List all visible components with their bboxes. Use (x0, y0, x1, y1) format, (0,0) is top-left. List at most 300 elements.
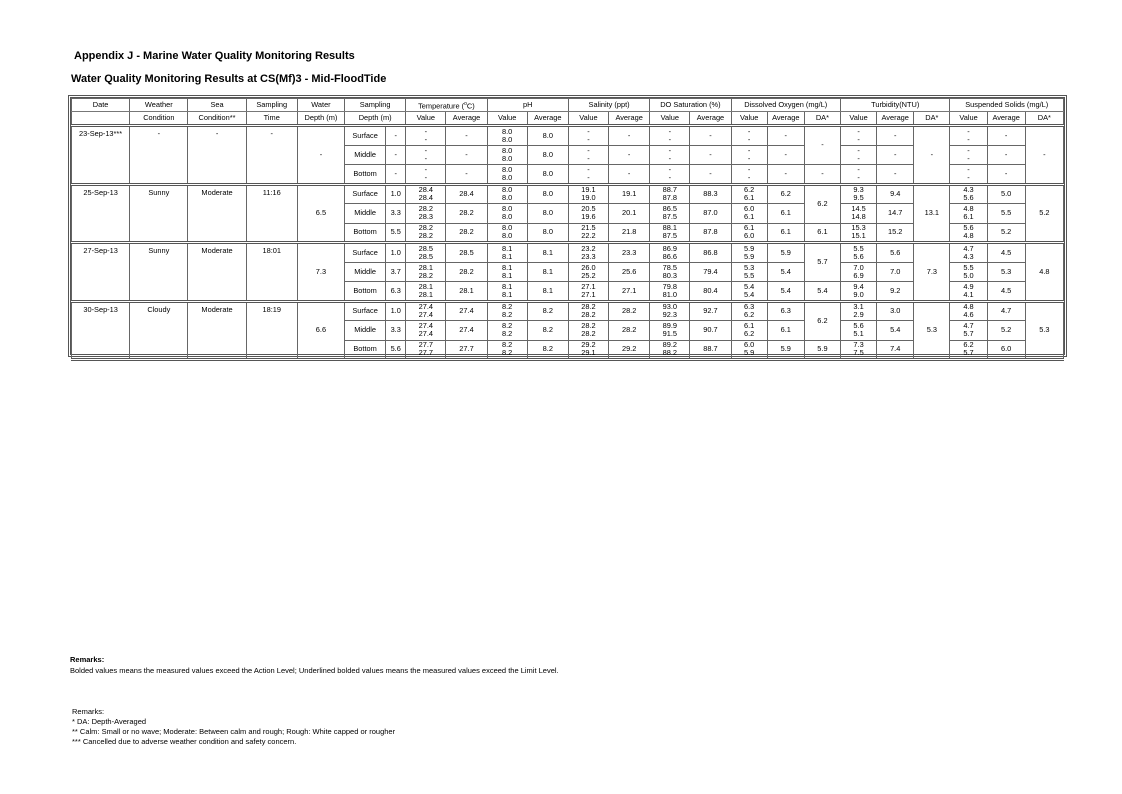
reading-value: 86.9 (662, 243, 677, 253)
ph-values (487, 145, 527, 165)
salinity-average: 25.6 (609, 262, 650, 282)
reading-value: 4.1 (963, 289, 974, 299)
sea-condition-cell: Moderate (188, 184, 246, 243)
dissolved-oxygen-da: 5.7 (804, 243, 840, 282)
reading-value: 14.5 (851, 204, 866, 214)
weather-cell: Sunny (130, 184, 188, 243)
sampling-depth-cell: 3.3 (386, 321, 406, 341)
ph-values (487, 223, 527, 243)
reading-value: 28.5 (418, 243, 434, 253)
reading-value: 86.6 (662, 251, 677, 261)
header-do-saturation: DO Saturation (%) (650, 99, 731, 112)
weather-cell: Sunny (130, 243, 188, 302)
ph-average: 8.1 (527, 262, 568, 282)
suspended-solids-average: - (987, 145, 1025, 165)
header-ph: pH (487, 99, 568, 112)
do-saturation-values (650, 262, 690, 282)
reading-value: 4.8 (963, 204, 974, 214)
reading-value: 29.1 (581, 348, 596, 358)
date-cell: 27-Sep-13 (72, 243, 130, 302)
weather-cell: Cloudy (130, 301, 188, 360)
header-average: Average (527, 112, 568, 126)
remark-line: ** Calm: Small or no wave; Moderate: Between calm and rough; Rough: White capped or rougher (72, 727, 396, 736)
reading-value: 88.2 (662, 348, 677, 358)
reading-value: 79.8 (662, 281, 677, 291)
sampling-depth-cell: 3.7 (386, 262, 406, 282)
salinity-average: 28.2 (609, 321, 650, 341)
salinity-average: 20.1 (609, 204, 650, 224)
reading-value: 27.4 (418, 321, 434, 331)
reading-value: 88.7 (662, 185, 677, 195)
ph-average: 8.0 (527, 204, 568, 224)
reading-value: 8.0 (502, 231, 513, 241)
reading-value: 5.6 (853, 321, 864, 331)
reading-value: - (668, 134, 672, 144)
reading-value: 28.2 (581, 321, 596, 331)
reading-value: - (967, 153, 970, 163)
suspended-solids-values (950, 165, 987, 185)
header-suspended-solids: Suspended Solids (mg/L) (950, 99, 1064, 112)
reading-value: 5.0 (963, 270, 974, 280)
reading-value: 87.8 (662, 193, 677, 203)
reading-value: 5.4 (743, 281, 755, 291)
temperature-average: 27.4 (446, 321, 487, 341)
temperature-average: - (446, 126, 487, 146)
turbidity-average: 9.4 (877, 184, 914, 204)
temperature-average: 28.2 (446, 262, 487, 282)
reading-value: 9.3 (853, 185, 864, 195)
ph-values (487, 340, 527, 360)
salinity-values (568, 321, 608, 341)
header-date: Date (72, 99, 130, 112)
salinity-average: 19.1 (609, 184, 650, 204)
reading-value: 8.0 (502, 204, 513, 214)
header-temperature: Temperature ($^o$C) (406, 99, 487, 112)
header-da: DA* (804, 112, 840, 126)
reading-value: 9.4 (853, 281, 864, 291)
do-saturation-values (650, 184, 690, 204)
dissolved-oxygen-average: 6.1 (767, 204, 804, 224)
suspended-solids-average: 5.2 (987, 321, 1025, 341)
dissolved-oxygen-values (731, 243, 767, 263)
sampling-level-cell: Middle (345, 321, 386, 341)
water-depth-cell: - (297, 126, 344, 185)
remarks-heading: Remarks: (72, 707, 105, 716)
reading-value: 6.1 (963, 212, 974, 222)
salinity-average: - (609, 165, 650, 185)
sampling-depth-cell: 1.0 (386, 301, 406, 321)
dissolved-oxygen-average: 6.3 (767, 301, 804, 321)
results-table-frame (68, 95, 1067, 357)
do-saturation-values (650, 126, 690, 146)
header-weather-sub: Condition (130, 112, 188, 126)
turbidity-average: 5.4 (877, 321, 914, 341)
header-salinity: Salinity (ppt) (568, 99, 649, 112)
reading-value: 87.5 (662, 212, 677, 222)
salinity-average: 28.2 (609, 301, 650, 321)
do-saturation-average: 90.7 (690, 321, 731, 341)
reading-value: 8.1 (502, 270, 513, 280)
reading-value: 87.5 (662, 231, 677, 241)
ph-values (487, 243, 527, 263)
reading-value: 6.1 (743, 223, 755, 233)
reading-value: - (587, 164, 590, 174)
reading-value: 4.8 (963, 302, 974, 312)
sampling-level-cell: Bottom (345, 282, 386, 302)
sampling-level-cell: Middle (345, 204, 386, 224)
suspended-solids-average: 6.0 (987, 340, 1025, 360)
reading-value: 5.3 (743, 262, 755, 272)
ph-values (487, 321, 527, 341)
remarks-action-level (70, 655, 559, 676)
reading-value: 8.2 (502, 321, 513, 331)
ph-values (487, 126, 527, 146)
temperature-average: 28.2 (446, 223, 487, 243)
reading-value: 5.6 (853, 251, 864, 261)
dissolved-oxygen-average: 5.4 (767, 262, 804, 282)
salinity-values (568, 282, 608, 302)
reading-value: 5.5 (853, 243, 864, 253)
salinity-average: 21.8 (609, 223, 650, 243)
reading-value: 5.7 (963, 348, 974, 358)
reading-value: 8.1 (502, 281, 513, 291)
dissolved-oxygen-da: 6.2 (804, 184, 840, 223)
reading-value: 8.2 (502, 302, 513, 312)
turbidity-da: - (914, 126, 950, 185)
suspended-solids-values (950, 301, 987, 321)
temperature-average: 28.1 (446, 282, 487, 302)
reading-value: 19.6 (581, 212, 596, 222)
dissolved-oxygen-da-bottom: 6.1 (804, 223, 840, 243)
turbidity-values (841, 282, 877, 302)
suspended-solids-values (950, 145, 987, 165)
reading-value: 15.3 (851, 223, 866, 233)
do-saturation-values (650, 321, 690, 341)
turbidity-da: 5.3 (914, 301, 950, 360)
sampling-level-cell: Bottom (345, 223, 386, 243)
reading-value: 6.2 (743, 310, 755, 320)
reading-value: 5.9 (743, 243, 755, 253)
reading-value: 8.0 (502, 153, 513, 163)
sampling-level-cell: Bottom (345, 165, 386, 185)
reading-value: 27.7 (418, 340, 434, 350)
page-title: Appendix J - Marine Water Quality Monitoring Results (74, 50, 355, 62)
header-average: Average (877, 112, 914, 126)
do-saturation-values (650, 282, 690, 302)
turbidity-values (841, 204, 877, 224)
reading-value: 20.5 (581, 204, 596, 214)
temperature-average: 28.4 (446, 184, 487, 204)
reading-value: 4.6 (963, 310, 974, 320)
do-saturation-values (650, 243, 690, 263)
reading-value: 2.9 (853, 310, 864, 320)
reading-value: - (424, 134, 428, 144)
reading-value: 23.3 (581, 251, 596, 261)
do-saturation-average: 79.4 (690, 262, 731, 282)
salinity-values (568, 223, 608, 243)
suspended-solids-average: 4.7 (987, 301, 1025, 321)
do-saturation-average: - (690, 126, 731, 146)
temperature-values (406, 184, 446, 204)
header-value: Value (406, 112, 446, 126)
salinity-average: - (609, 145, 650, 165)
dissolved-oxygen-average: 6.1 (767, 223, 804, 243)
dissolved-oxygen-values (731, 223, 767, 243)
reading-value: - (587, 145, 590, 155)
dissolved-oxygen-average: - (767, 126, 804, 146)
reading-value: 25.2 (581, 270, 596, 280)
header-da: DA* (1025, 112, 1063, 126)
header-row-2 (72, 112, 1064, 126)
reading-value: 27.7 (418, 348, 434, 358)
ph-values (487, 165, 527, 185)
reading-value: 5.5 (963, 262, 974, 272)
sampling-level-cell: Surface (345, 184, 386, 204)
reading-value: 19.0 (581, 193, 596, 203)
suspended-solids-values (950, 321, 987, 341)
salinity-average: 27.1 (609, 282, 650, 302)
dissolved-oxygen-average: 5.9 (767, 340, 804, 360)
salinity-values (568, 262, 608, 282)
turbidity-average: 7.4 (877, 340, 914, 360)
sampling-time-cell: 18:01 (246, 243, 297, 302)
turbidity-values (841, 321, 877, 341)
header-date-sub (72, 112, 130, 126)
sampling-depth-cell: 3.3 (386, 204, 406, 224)
reading-value: 81.0 (662, 289, 677, 299)
reading-value: 4.7 (963, 321, 974, 331)
reading-value: - (668, 164, 672, 174)
dissolved-oxygen-da-bottom: - (804, 165, 840, 185)
turbidity-values (841, 126, 877, 146)
turbidity-average: 14.7 (877, 204, 914, 224)
do-saturation-average: - (690, 165, 731, 185)
do-saturation-average: 88.3 (690, 184, 731, 204)
salinity-average: 29.2 (609, 340, 650, 360)
ph-average: 8.2 (527, 321, 568, 341)
suspended-solids-values (950, 204, 987, 224)
reading-value: 8.0 (502, 212, 513, 222)
reading-value: 28.4 (418, 185, 434, 195)
reading-value: - (668, 172, 672, 182)
dissolved-oxygen-average: - (767, 165, 804, 185)
reading-value: 27.1 (581, 289, 596, 299)
temperature-values (406, 165, 446, 185)
reading-value: - (587, 134, 590, 144)
reading-value: 6.0 (743, 231, 755, 241)
header-value: Value (487, 112, 527, 126)
turbidity-values (841, 165, 877, 185)
sea-condition-cell: Moderate (188, 243, 246, 302)
temperature-average: 28.2 (446, 204, 487, 224)
turbidity-average: 5.6 (877, 243, 914, 263)
reading-value: - (668, 153, 672, 163)
reading-value: 23.2 (581, 243, 596, 253)
reading-value: 4.3 (963, 185, 974, 195)
reading-value: 27.4 (418, 302, 434, 312)
turbidity-values (841, 223, 877, 243)
reading-value: 28.1 (418, 281, 434, 291)
reading-value: 5.7 (963, 329, 974, 339)
reading-value: 4.8 (963, 231, 974, 241)
reading-value: 28.2 (418, 231, 434, 241)
reading-value: 5.1 (853, 329, 864, 339)
header-sampling-time-sub: Time (246, 112, 297, 126)
header-value: Value (568, 112, 608, 126)
remark-line: *** Cancelled due to adverse weather condition and safety concern. (72, 737, 297, 746)
reading-value: 28.2 (581, 302, 596, 312)
reading-value: 5.6 (963, 193, 974, 203)
reading-value: 28.1 (418, 289, 434, 299)
reading-value: 5.5 (743, 270, 755, 280)
dissolved-oxygen-average: 6.1 (767, 321, 804, 341)
reading-value: 9.0 (853, 289, 864, 299)
reading-value: 8.2 (502, 348, 513, 358)
reading-value: 5.9 (743, 251, 755, 261)
reading-value: 92.3 (662, 310, 677, 320)
turbidity-values (841, 243, 877, 263)
turbidity-values (841, 145, 877, 165)
suspended-solids-average: 4.5 (987, 282, 1025, 302)
suspended-solids-values (950, 340, 987, 360)
temperature-average: 27.4 (446, 301, 487, 321)
ph-average: 8.0 (527, 165, 568, 185)
reading-value: 28.2 (418, 223, 434, 233)
reading-value: 6.9 (853, 270, 864, 280)
dissolved-oxygen-average: 5.4 (767, 282, 804, 302)
header-average: Average (609, 112, 650, 126)
dissolved-oxygen-values (731, 165, 767, 185)
reading-value: - (587, 153, 590, 163)
do-saturation-values (650, 223, 690, 243)
reading-value: 6.0 (743, 340, 755, 350)
reading-value: - (668, 145, 672, 155)
reading-value: - (747, 126, 751, 136)
dissolved-oxygen-average: - (767, 145, 804, 165)
table-row (72, 126, 1064, 146)
ph-average: 8.0 (527, 145, 568, 165)
reading-value: 9.5 (853, 193, 864, 203)
reading-value: 4.3 (963, 251, 974, 261)
reading-value: 8.2 (502, 310, 513, 320)
salinity-values (568, 165, 608, 185)
reading-value: 8.2 (502, 329, 513, 339)
reading-value: 4.7 (963, 243, 974, 253)
sampling-depth-cell: 5.6 (386, 340, 406, 360)
reading-value: 7.3 (853, 340, 864, 350)
reading-value: 27.4 (418, 329, 434, 339)
date-cell: 23-Sep-13*** (72, 126, 130, 185)
salinity-values (568, 184, 608, 204)
reading-value: 8.1 (502, 262, 513, 272)
reading-value: 4.9 (963, 281, 974, 291)
do-saturation-values (650, 340, 690, 360)
remarks-legend (72, 707, 395, 747)
reading-value: 28.1 (418, 262, 434, 272)
salinity-values (568, 301, 608, 321)
header-sea: Sea (188, 99, 246, 112)
ph-values (487, 204, 527, 224)
reading-value: - (967, 164, 970, 174)
sampling-time-cell: 11:16 (246, 184, 297, 243)
temperature-average: 27.7 (446, 340, 487, 360)
reading-value: - (424, 145, 428, 155)
reading-value: - (747, 134, 751, 144)
reading-value: 28.2 (418, 204, 434, 214)
reading-value: 8.0 (502, 134, 513, 144)
reading-value: 6.1 (743, 321, 755, 331)
reading-value: - (857, 172, 860, 182)
reading-value: 8.0 (502, 193, 513, 203)
reading-value: - (967, 145, 970, 155)
suspended-solids-values (950, 223, 987, 243)
table-title: Water Quality Monitoring Results at CS(Mf)3 - Mid-FloodTide (71, 73, 387, 85)
reading-value: 6.2 (743, 329, 755, 339)
temperature-values (406, 282, 446, 302)
reading-value: 6.1 (743, 212, 755, 222)
reading-value: 19.1 (581, 185, 596, 195)
header-sea-sub: Condition** (188, 112, 246, 126)
header-average: Average (767, 112, 804, 126)
reading-value: 78.5 (662, 262, 677, 272)
header-sampling-depth-sub: Depth (m) (345, 112, 406, 126)
header-weather: Weather (130, 99, 188, 112)
salinity-average: 23.3 (609, 243, 650, 263)
temperature-values (406, 301, 446, 321)
suspended-solids-da: 5.2 (1025, 184, 1063, 243)
reading-value: 93.0 (662, 302, 677, 312)
turbidity-average: - (877, 165, 914, 185)
dissolved-oxygen-values (731, 340, 767, 360)
do-saturation-values (650, 145, 690, 165)
suspended-solids-average: 4.5 (987, 243, 1025, 263)
salinity-values (568, 204, 608, 224)
ph-average: 8.0 (527, 223, 568, 243)
reading-value: 29.2 (581, 340, 596, 350)
header-value: Value (650, 112, 690, 126)
temperature-values (406, 223, 446, 243)
reading-value: 91.5 (662, 329, 677, 339)
ph-average: 8.0 (527, 126, 568, 146)
salinity-values (568, 145, 608, 165)
turbidity-average: 3.0 (877, 301, 914, 321)
ph-values (487, 262, 527, 282)
sampling-depth-cell: 1.0 (386, 243, 406, 263)
temperature-average: - (446, 145, 487, 165)
reading-value: 8.0 (502, 223, 513, 233)
header-average: Average (690, 112, 731, 126)
ph-values (487, 301, 527, 321)
ph-average: 8.1 (527, 243, 568, 263)
suspended-solids-da: - (1025, 126, 1063, 185)
reading-value: 8.1 (502, 251, 513, 261)
reading-value: - (857, 145, 860, 155)
turbidity-values (841, 301, 877, 321)
reading-value: 8.0 (502, 185, 513, 195)
reading-value: 8.0 (502, 145, 513, 155)
remark-line: * DA: Depth-Averaged (72, 717, 147, 726)
dissolved-oxygen-da-bottom: 5.9 (804, 340, 840, 360)
header-value: Value (950, 112, 987, 126)
do-saturation-average: 80.4 (690, 282, 731, 302)
table-row (72, 243, 1064, 263)
ph-values (487, 282, 527, 302)
reading-value: 8.0 (502, 172, 513, 182)
temperature-values (406, 204, 446, 224)
reading-value: 5.6 (963, 223, 974, 233)
reading-value: 89.2 (662, 340, 677, 350)
dissolved-oxygen-values (731, 126, 767, 146)
